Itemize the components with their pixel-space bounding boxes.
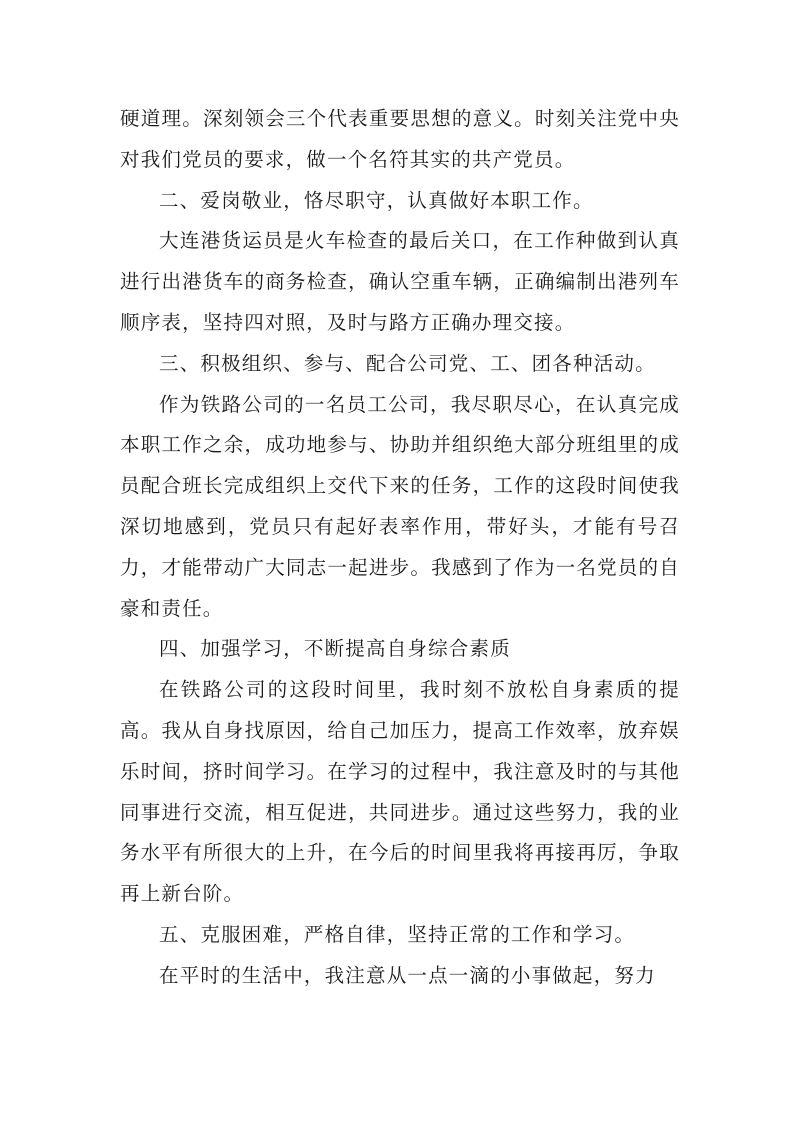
paragraph-9: 在平时的生活中，我注意从一点一滴的小事做起，努力 [159, 963, 656, 987]
paragraph-5: 作为铁路公司的一名员工公司，我尽职尽心，在认真完成本职工作之余，成功地参与、协助并组织绝大部分班组里的成员配合班长完成组织上交代下来的任务，工作的这段时间使我深切地感到，党员只有起好表率作用，带好头，才能有号召力，才能带动广大同志一起进步。我感到了作为一名党员的自豪和责任。 [120, 392, 680, 620]
heading-2-love-job: 二、爱岗敬业，恪尽职守，认真做好本职工作。 [159, 188, 594, 212]
paragraph-3: 大连港货运员是火车检查的最后关口，在工作种做到认真进行出港货车的商务检查，确认空重车辆，正确编制出港列车顺序表，坚持四对照，及时与路方正确办理交接。 [120, 229, 680, 334]
paragraph-1: 硬道理。深刻领会三个代表重要思想的意义。时刻关注党中央对我们党员的要求，做一个名符其实的共产党员。 [120, 107, 680, 171]
heading-4-study: 四、加强学习，不断提高自身综合素质 [159, 637, 511, 661]
heading-3-activities: 三、积极组织、参与、配合公司党、工、团各种活动。 [159, 351, 656, 375]
document-body [120, 99, 680, 997]
paragraph-7: 在铁路公司的这段时间里，我时刻不放松自身素质的提高。我从自身找原因，给自己加压力，提高工作效率，放弃娱乐时间，挤时间学习。在学习的过程中，我注意及时的与其他同事进行交流，相互促进，共同进步。通过这些努力，我的业务水平有所很大的上升，在今后的时间里我将再接再厉，争取再上新台阶。 [120, 678, 680, 906]
heading-5-discipline: 五、克服困难，严格自律，坚持正常的工作和学习。 [159, 922, 636, 946]
